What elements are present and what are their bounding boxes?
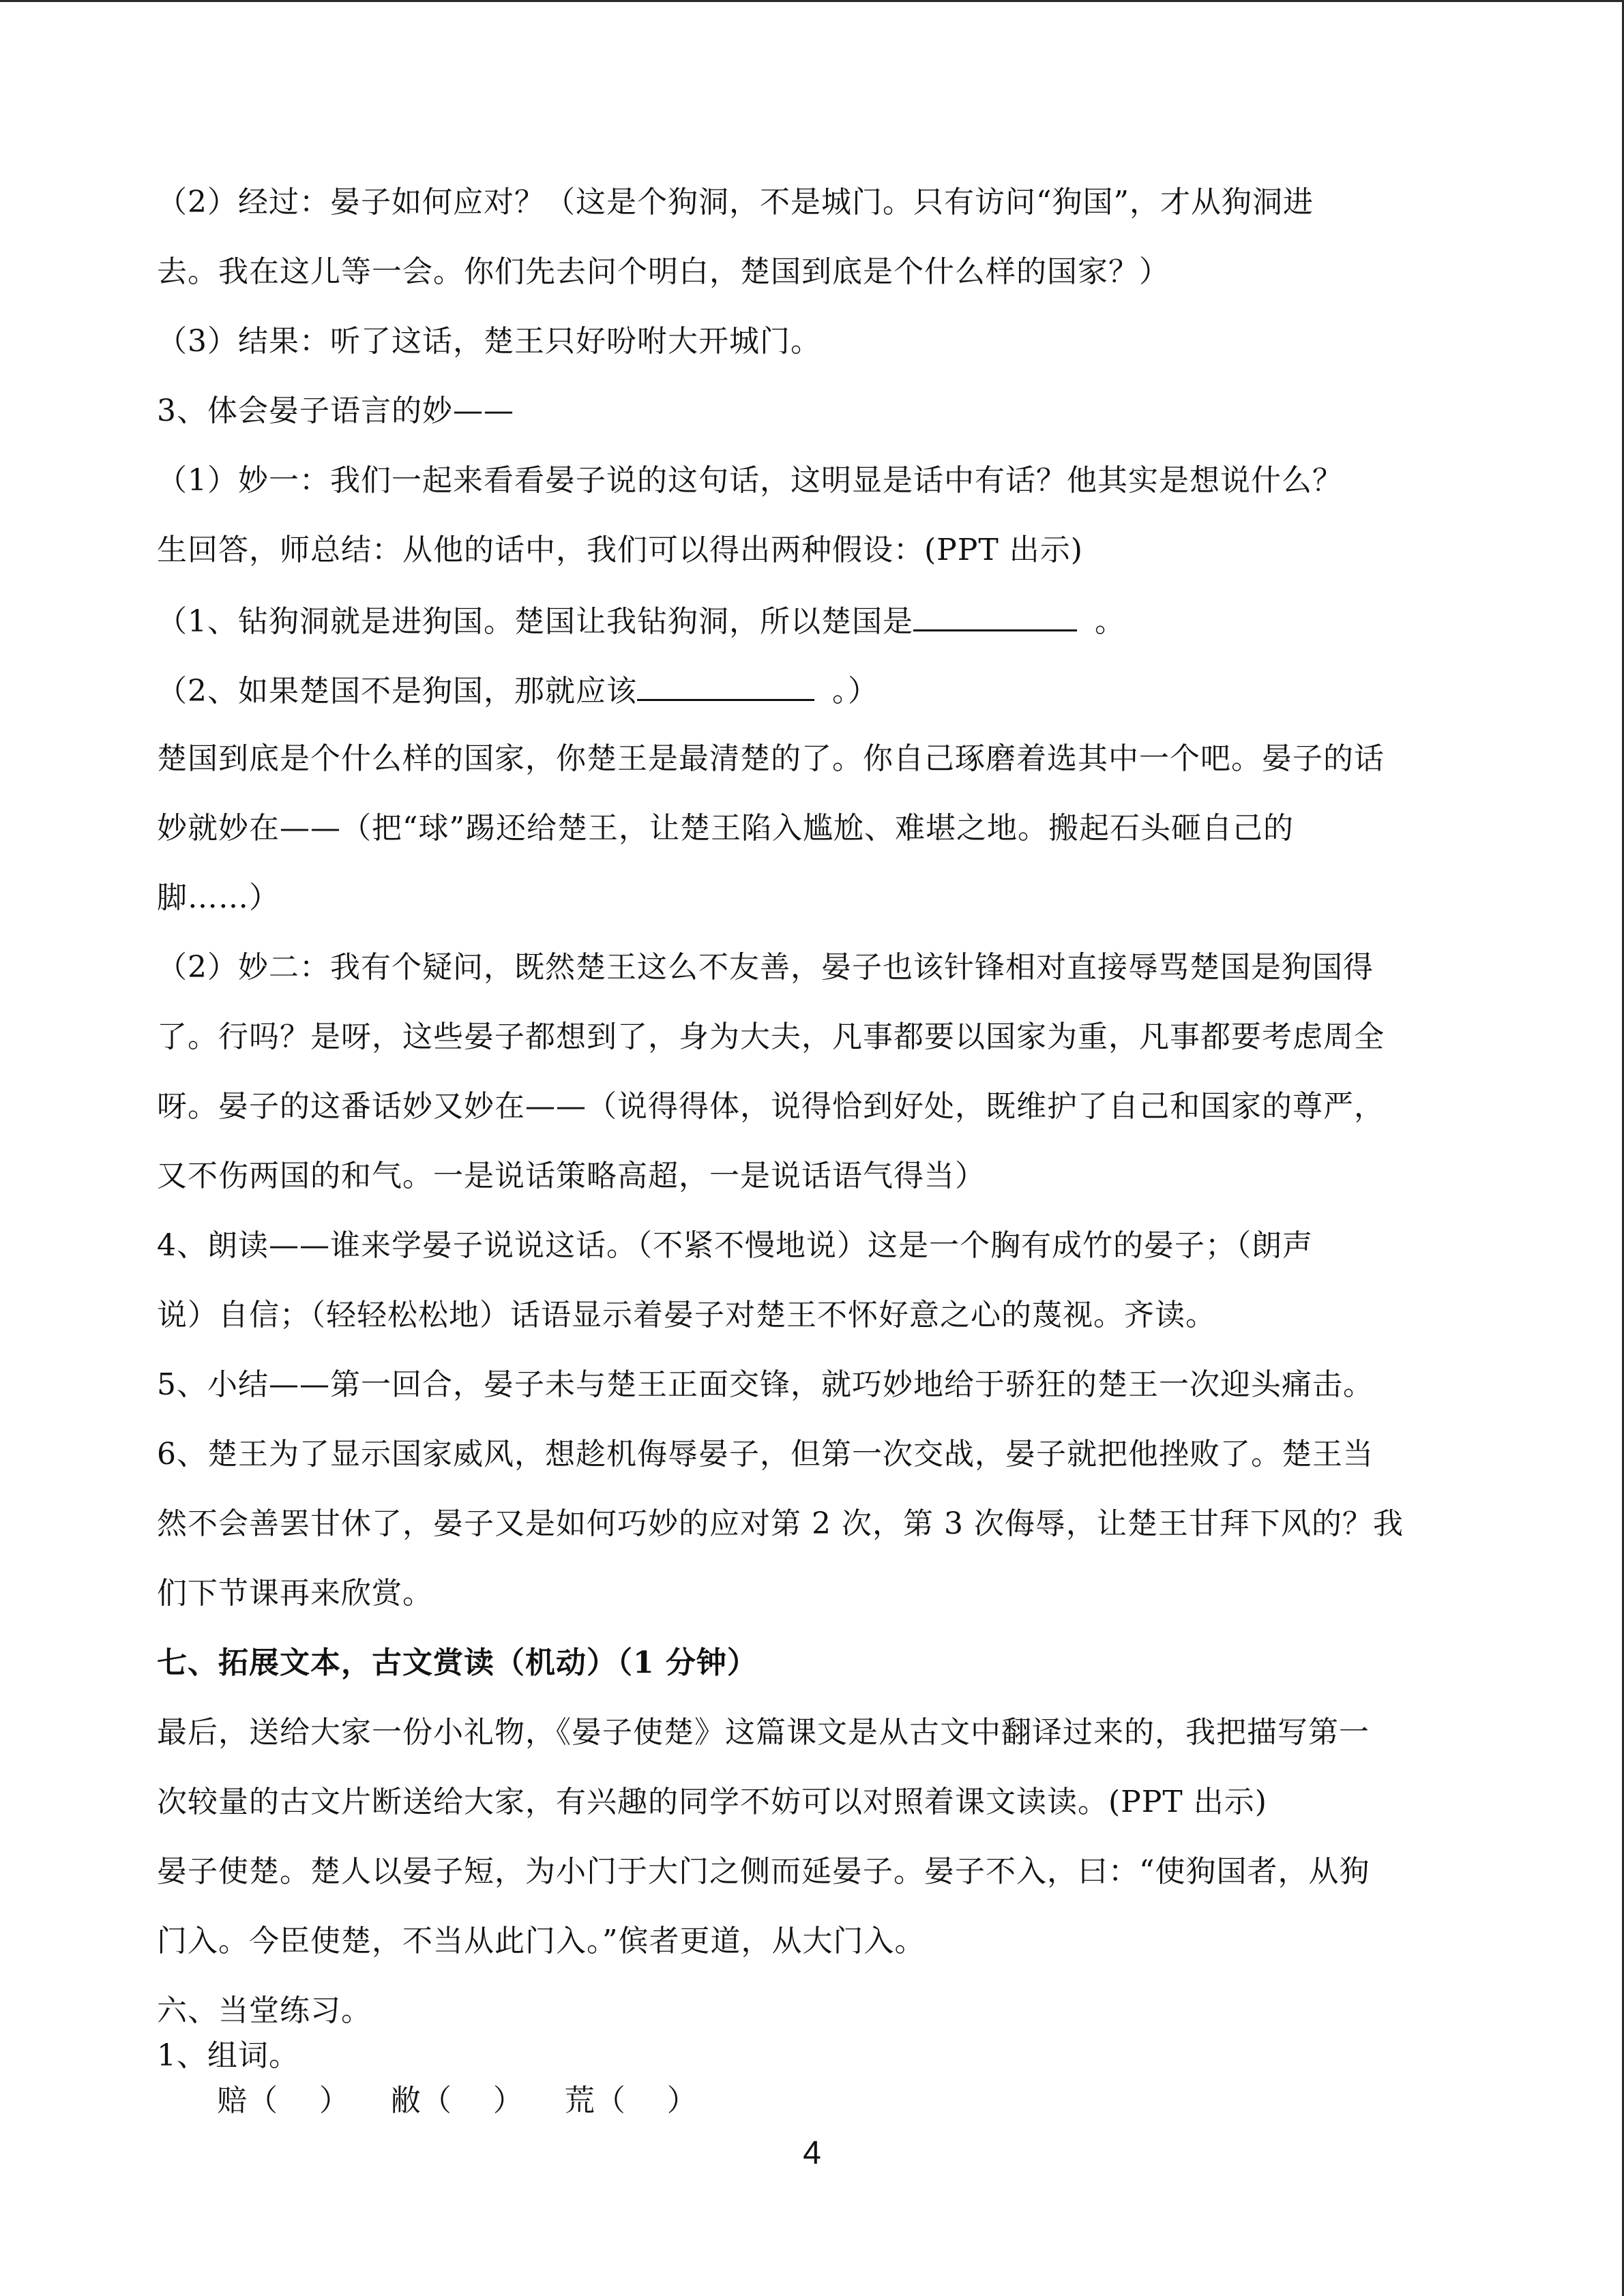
text-line-14: 呀。晏子的这番话妙又妙在——（说得得体，说得恰到好处，既维护了自己和国家的尊严， [157, 1089, 1385, 1124]
text-line-24: 次较量的古文片断送给大家，有兴趣的同学不妨可以对照着课文读读。(PPT 出示) [157, 1785, 1267, 1819]
text-line-15: 又不伤两国的和气。一是说话策略高超，一是说话语气得当） [157, 1159, 986, 1193]
text-line-6: 生回答，师总结：从他的话中，我们可以得出两种假设：(PPT 出示) [157, 533, 1083, 567]
text-line-8 [157, 669, 879, 712]
fill-in-end-2: 。） [832, 674, 879, 709]
text-line-13: 了。行吗？是呀，这些晏子都想到了，身为大夫，凡事都要以国家为重，凡事都要考虑周全 [157, 1019, 1385, 1054]
section-heading-6: 六、当堂练习。 [157, 1993, 372, 2028]
text-line-9: 楚国到底是个什么样的国家，你楚王是最清楚的了。你自己琢磨着选其中一个吧。晏子的话 [157, 741, 1385, 776]
text-line-1: （2）经过：晏子如何应对？（这是个狗洞，不是城门。只有访问“狗国”，才从狗洞进 [157, 185, 1314, 220]
text-line-17: 说）自信；（轻轻松松地）话语显示着晏子对楚王不怀好意之心的蔑视。齐读。 [157, 1298, 1216, 1332]
word-formation-blanks: 赔（ ） 敝（ ） 荒（ ） [217, 2083, 698, 2118]
text-line-21: 们下节课再来欣赏。 [157, 1576, 433, 1611]
text-line-11: 脚……） [157, 880, 280, 915]
text-line-19: 6、楚王为了显示国家威风，想趁机侮辱晏子，但第一次交战，晏子就把他挫败了。楚王当 [157, 1437, 1374, 1472]
fill-in-sentence-2: （2、如果楚国不是狗国，那就应该 [157, 674, 637, 709]
text-line-25: 晏子使楚。楚人以晏子短，为小门于大门之侧而延晏子。晏子不入，曰：“使狗国者，从狗 [157, 1854, 1370, 1889]
fill-in-sentence-1: （1、钻狗洞就是进狗国。楚国让我钻狗洞，所以楚国是 [157, 604, 913, 639]
fill-in-end-1: 。 [1095, 604, 1125, 639]
text-line-23: 最后，送给大家一份小礼物，《晏子使楚》这篇课文是从古文中翻译过来的，我把描写第一 [157, 1715, 1370, 1750]
text-line-3: （3）结果：听了这话，楚王只好吩咐大开城门。 [157, 324, 821, 359]
answer-blank-1 [913, 599, 1077, 631]
text-line-18: 5、小结——第一回合，晏子未与楚王正面交锋，就巧妙地给于骄狂的楚王一次迎头痛击。 [157, 1367, 1374, 1402]
text-line-5: （1）妙一：我们一起来看看晏子说的这句话，这明显是话中有话？他其实是想说什么？ [157, 463, 1343, 498]
section-heading-7: 七、拓展文本，古文赏读（机动）（1 分钟） [157, 1645, 758, 1680]
top-border [0, 0, 1624, 2]
text-line-10: 妙就妙在——（把“球”踢还给楚王，让楚王陷入尴尬、难堪之地。搬起石头砸自己的 [157, 811, 1294, 846]
text-line-7 [157, 599, 1125, 642]
text-line-4: 3、体会晏子语言的妙—— [157, 393, 514, 428]
page-number: 4 [803, 2135, 821, 2171]
text-line-20: 然不会善罢甘休了，晏子又是如何巧妙的应对第 2 次，第 3 次侮辱，让楚王甘拜下风的？我 [157, 1506, 1404, 1541]
text-line-16: 4、朗读——谁来学晏子说说这话。（不紧不慢地说）这是一个胸有成竹的晏子；（朗声 [157, 1228, 1313, 1263]
text-line-2: 去。我在这儿等一会。你们先去问个明白，楚国到底是个什么样的国家？） [157, 254, 1170, 289]
exercise-item-1: 1、组词。 [157, 2038, 299, 2073]
text-line-12: （2）妙二：我有个疑问，既然楚王这么不友善，晏子也该针锋相对直接辱骂楚国是狗国得 [157, 950, 1374, 985]
answer-blank-2 [637, 669, 814, 701]
text-line-26: 门入。今臣使楚，不当从此门入。”傧者更道，从大门入。 [157, 1924, 926, 1958]
